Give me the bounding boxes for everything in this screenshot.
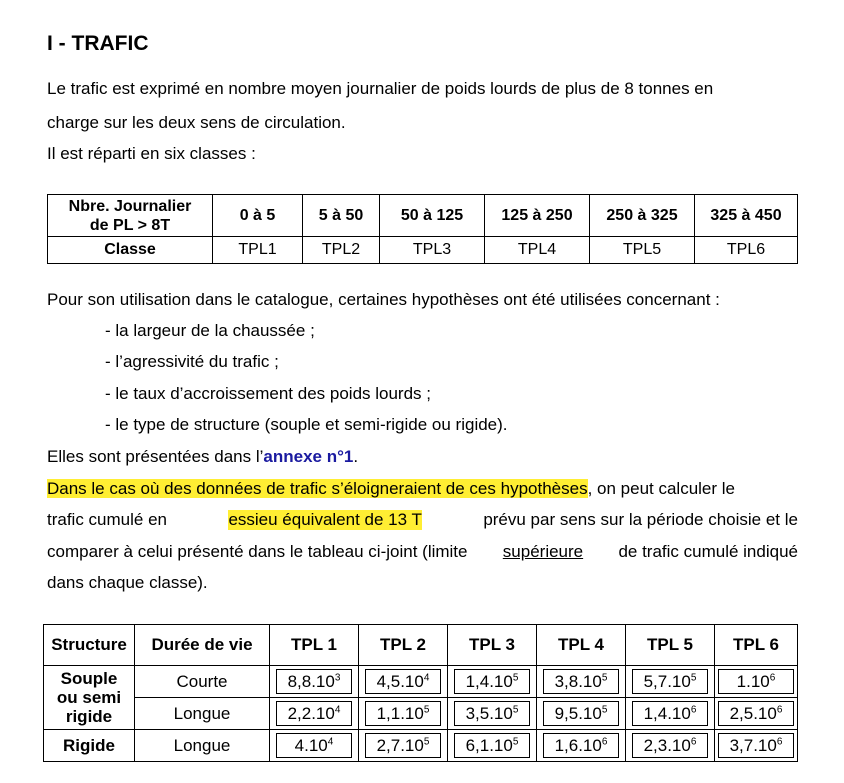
range-cell: 250 à 325 bbox=[590, 195, 695, 237]
list-item: - le type de structure (souple et semi-rigide ou rigide). bbox=[105, 415, 508, 434]
value-exponent: 5 bbox=[512, 672, 519, 684]
intro-line-2: charge sur les deux sens de circulation. bbox=[47, 113, 346, 132]
value-cell bbox=[448, 698, 537, 730]
list-item: - l’agressivité du trafic ; bbox=[105, 352, 279, 371]
value-mantissa: 2,3.10 bbox=[643, 736, 691, 755]
value-cell bbox=[715, 698, 798, 730]
table-row bbox=[44, 730, 798, 762]
cumulative-traffic-table bbox=[43, 624, 798, 762]
value-mantissa: 3,7.10 bbox=[729, 736, 777, 755]
value-cell bbox=[448, 666, 537, 698]
value-mantissa: 2,2.10 bbox=[287, 704, 335, 723]
value-exponent: 6 bbox=[601, 736, 608, 748]
header-label bbox=[48, 195, 213, 237]
annex-sentence bbox=[47, 447, 358, 467]
duree-cell: Longue bbox=[135, 698, 270, 730]
header-label-line-1: Nbre. Journalier bbox=[68, 197, 192, 215]
value-mantissa: 5,7.10 bbox=[643, 672, 691, 691]
range-cell: 0 à 5 bbox=[213, 195, 303, 237]
value-exponent: 5 bbox=[423, 736, 430, 748]
cumulative-line-1 bbox=[47, 479, 735, 499]
duree-cell: Courte bbox=[135, 666, 270, 698]
annex-link[interactable]: annexe n°1 bbox=[263, 447, 354, 466]
column-header: TPL 6 bbox=[715, 625, 798, 666]
cumulative-line-4: dans chaque classe). bbox=[47, 573, 208, 592]
table-row bbox=[48, 195, 798, 237]
value-exponent: 4 bbox=[327, 736, 334, 748]
value-cell bbox=[626, 698, 715, 730]
value-exponent: 5 bbox=[512, 704, 519, 716]
value-exponent: 5 bbox=[601, 672, 608, 684]
value-cell bbox=[537, 666, 626, 698]
column-header: TPL 2 bbox=[359, 625, 448, 666]
structure-souple bbox=[44, 666, 135, 730]
value-mantissa: 6,1.10 bbox=[465, 736, 513, 755]
traffic-classes-table bbox=[47, 194, 798, 264]
value-cell bbox=[270, 730, 359, 762]
value-mantissa: 9,5.10 bbox=[554, 704, 602, 723]
value-exponent: 5 bbox=[690, 672, 697, 684]
table-row bbox=[44, 698, 798, 730]
value-mantissa: 1,4.10 bbox=[465, 672, 513, 691]
annex-suffix: . bbox=[353, 447, 359, 466]
column-header: TPL 4 bbox=[537, 625, 626, 666]
souple-line-2: ou semi bbox=[56, 688, 122, 707]
section-title: I - TRAFIC bbox=[47, 32, 149, 55]
cumulative-line-3-suffix: de trafic cumulé indiqué bbox=[618, 542, 798, 561]
class-cell: TPL6 bbox=[695, 237, 798, 264]
highlight-hypotheses: Dans le cas où des données de trafic s’éloigneraient de ces hypothèses bbox=[47, 479, 588, 498]
class-cell: TPL5 bbox=[590, 237, 695, 264]
range-cell: 125 à 250 bbox=[485, 195, 590, 237]
value-cell bbox=[715, 666, 798, 698]
value-cell bbox=[359, 698, 448, 730]
class-cell: TPL2 bbox=[303, 237, 380, 264]
cumulative-line-2 bbox=[47, 510, 798, 530]
annex-prefix: Elles sont présentées dans l’ bbox=[47, 447, 264, 466]
class-cell: TPL4 bbox=[485, 237, 590, 264]
table-row bbox=[44, 666, 798, 698]
column-header: TPL 5 bbox=[626, 625, 715, 666]
class-cell: TPL1 bbox=[213, 237, 303, 264]
value-mantissa: 2,7.10 bbox=[376, 736, 424, 755]
value-exponent: 5 bbox=[512, 736, 519, 748]
value-cell bbox=[715, 730, 798, 762]
range-cell: 325 à 450 bbox=[695, 195, 798, 237]
list-item: - la largeur de la chaussée ; bbox=[105, 321, 315, 340]
underlined-superieure: supérieure bbox=[502, 542, 584, 561]
hypotheses-intro: Pour son utilisation dans le catalogue, certaines hypothèses ont été utilisées concernant : bbox=[47, 290, 720, 309]
value-exponent: 3 bbox=[334, 672, 341, 684]
cumulative-line-3 bbox=[47, 542, 798, 562]
column-header: TPL 1 bbox=[270, 625, 359, 666]
value-mantissa: 8,8.10 bbox=[287, 672, 335, 691]
class-cell: TPL3 bbox=[380, 237, 485, 264]
value-mantissa: 4.10 bbox=[294, 736, 328, 755]
cumulative-line-1-suffix: , on peut calculer le bbox=[587, 479, 735, 498]
cumulative-line-2-suffix: prévu par sens sur la période choisie et le bbox=[483, 510, 798, 529]
value-exponent: 6 bbox=[690, 704, 697, 716]
value-cell bbox=[359, 730, 448, 762]
value-exponent: 6 bbox=[776, 704, 783, 716]
list-item: - le taux d’accroissement des poids lourds ; bbox=[105, 384, 431, 403]
value-exponent: 5 bbox=[601, 704, 608, 716]
value-exponent: 5 bbox=[423, 704, 430, 716]
value-mantissa: 1,1.10 bbox=[376, 704, 424, 723]
intro-line-3: Il est réparti en six classes : bbox=[47, 144, 256, 163]
value-mantissa: 3,8.10 bbox=[554, 672, 602, 691]
highlight-essieu: essieu équivalent de 13 T bbox=[228, 510, 422, 529]
value-cell bbox=[537, 730, 626, 762]
column-header: Durée de vie bbox=[135, 625, 270, 666]
table-header-row bbox=[44, 625, 798, 666]
value-cell bbox=[537, 698, 626, 730]
value-mantissa: 4,5.10 bbox=[376, 672, 424, 691]
value-cell bbox=[448, 730, 537, 762]
value-cell bbox=[359, 666, 448, 698]
column-header: TPL 3 bbox=[448, 625, 537, 666]
value-cell bbox=[270, 666, 359, 698]
value-cell bbox=[626, 730, 715, 762]
souple-line-1: Souple bbox=[60, 669, 118, 688]
cumulative-line-2-prefix: trafic cumulé en bbox=[47, 510, 167, 529]
value-exponent: 6 bbox=[769, 672, 776, 684]
value-exponent: 6 bbox=[690, 736, 697, 748]
value-mantissa: 1.10 bbox=[736, 672, 770, 691]
table-row bbox=[48, 237, 798, 264]
range-cell: 5 à 50 bbox=[303, 195, 380, 237]
value-cell bbox=[626, 666, 715, 698]
value-exponent: 4 bbox=[423, 672, 430, 684]
intro-line-1: Le trafic est exprimé en nombre moyen journalier de poids lourds de plus de 8 tonnes en bbox=[47, 79, 714, 98]
value-exponent: 4 bbox=[334, 704, 341, 716]
range-cell: 50 à 125 bbox=[380, 195, 485, 237]
value-mantissa: 1,4.10 bbox=[643, 704, 691, 723]
duree-cell: Longue bbox=[135, 730, 270, 762]
column-header: Structure bbox=[44, 625, 135, 666]
class-label: Classe bbox=[48, 237, 213, 264]
value-mantissa: 3,5.10 bbox=[465, 704, 513, 723]
value-cell bbox=[270, 698, 359, 730]
value-mantissa: 2,5.10 bbox=[729, 704, 777, 723]
structure-rigide: Rigide bbox=[44, 730, 135, 762]
value-exponent: 6 bbox=[776, 736, 783, 748]
souple-line-3: rigide bbox=[65, 707, 113, 726]
header-label-line-2: de PL > 8T bbox=[89, 216, 171, 234]
cumulative-line-3-prefix: comparer à celui présenté dans le tableau ci-joint (limite bbox=[47, 542, 468, 561]
value-mantissa: 1,6.10 bbox=[554, 736, 602, 755]
